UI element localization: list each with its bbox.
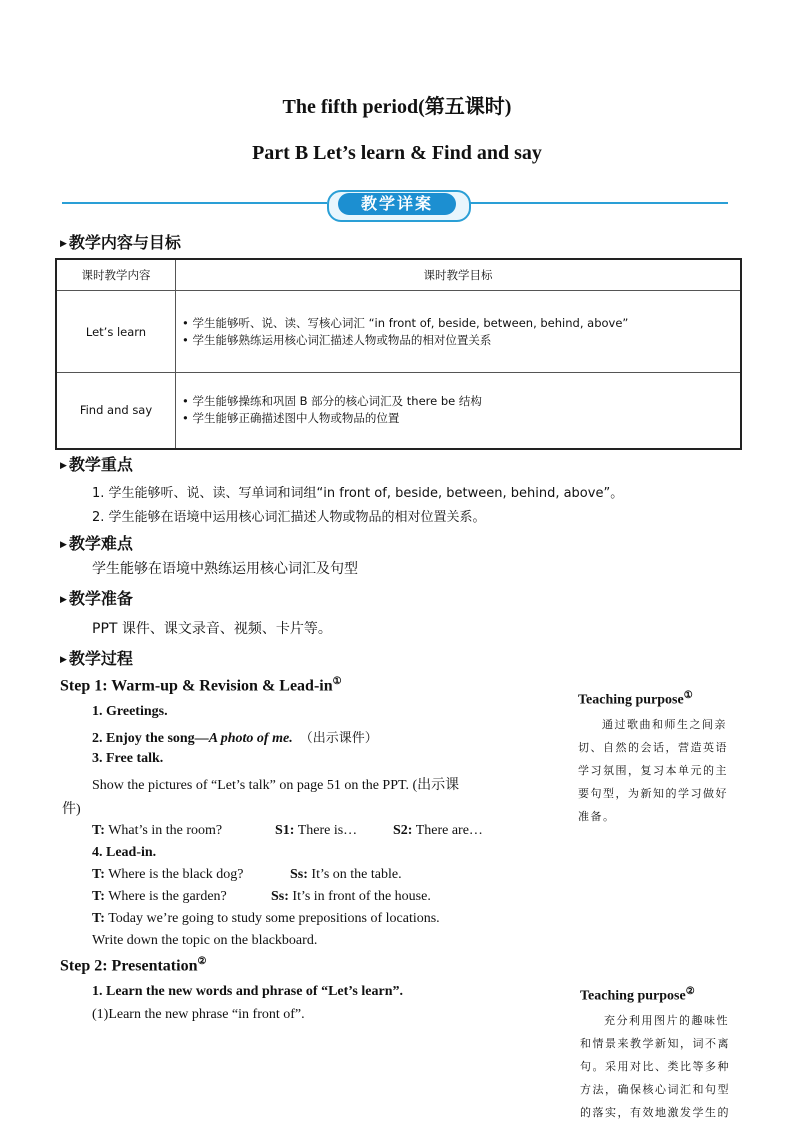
triangle-bullet-icon: ▶ (60, 540, 67, 550)
side-note-body: 充分利用图片的趣味性 和情景来教学新知，词不离 句。采用对比、类比等多种 方法，确保核心词汇和句型 的落实，有效地激发学生的 (580, 1013, 730, 1119)
page-title: The fifth period(第五课时) (282, 96, 512, 118)
banner-line-right (467, 202, 728, 204)
step1-show-line-cont: 件) (62, 802, 81, 817)
key-point-item: 1. 学生能够听、说、读、写单词和词组“in front of, beside, between, behind, above”。 (92, 486, 624, 501)
step1-write-topic: Write down the topic on the blackboard. (92, 933, 318, 948)
side-note-title: Teaching purpose① (578, 690, 693, 708)
triangle-bullet-icon: ▶ (60, 461, 67, 471)
step2-learn: 1. Learn the new words and phrase of “Let’s learn”. (92, 984, 403, 999)
table-cell-goals (176, 373, 742, 449)
side-note-title: Teaching purpose② (580, 986, 695, 1004)
dialog-line: T: Today we’re going to study some prepositions of locations. (92, 911, 440, 926)
step1-song: 2. Enjoy the song—A photo of me. （出示课件） (92, 731, 378, 746)
table-header-cell: 课时教学目标 (176, 259, 742, 291)
teaching-purpose-note-2 (580, 986, 755, 1124)
dialog-line: T: Where is the black dog? (92, 867, 244, 882)
table-cell-content: Find and say (56, 373, 176, 449)
step1-greetings: 1. Greetings. (92, 704, 168, 719)
triangle-bullet-icon: ▶ (60, 239, 67, 249)
step1-free-talk: 3. Free talk. (92, 751, 164, 766)
dialog-line: Ss: It’s on the table. (290, 867, 402, 882)
dialog-line: T: What’s in the room? (92, 823, 223, 838)
goal-item: • 学生能够正确描述图中人物或物品的位置 (182, 411, 400, 426)
table-header-row (56, 259, 741, 291)
objectives-table (55, 258, 742, 450)
triangle-bullet-icon: ▶ (60, 655, 67, 665)
table-cell-goals (176, 291, 742, 373)
goal-item: • 学生能够熟练运用核心词汇描述人物或物品的相对位置关系 (182, 332, 492, 347)
triangle-bullet-icon: ▶ (60, 595, 67, 605)
step2-heading: Step 2: Presentation② (60, 956, 207, 975)
section-heading-key-points: ▶ 教学重点 (60, 455, 133, 474)
banner-line-left (62, 202, 327, 204)
teaching-purpose-note-1 (578, 690, 753, 828)
section-heading-content-goals: ▶ 教学内容与目标 (60, 233, 181, 252)
step1-lead-in: 4. Lead-in. (92, 845, 157, 860)
table-row (56, 291, 741, 373)
table-cell-content: Let’s learn (56, 291, 176, 373)
step2-sub-item: (1)Learn the new phrase “in front of”. (92, 1007, 305, 1022)
section-heading-process: ▶ 教学过程 (60, 649, 133, 668)
difficulty-text: 学生能够在语境中熟练运用核心词汇及句型 (92, 561, 358, 577)
dialog-line: Ss: It’s in front of the house. (271, 889, 431, 904)
page-subtitle: Part B Let’s learn & Find and say (252, 142, 542, 164)
step1-heading: Step 1: Warm-up & Revision & Lead-in① (60, 676, 342, 695)
section-banner: 教学详案 (338, 193, 456, 215)
step1-show-line: Show the pictures of “Let’s talk” on page 51 on the PPT. (出示课 (92, 778, 460, 793)
table-row (56, 373, 741, 449)
dialog-line: T: Where is the garden? (92, 889, 227, 904)
dialog-line: S2: There are… (393, 823, 483, 838)
dialog-line: S1: There is… (275, 823, 358, 838)
key-point-item: 2. 学生能够在语境中运用核心词汇描述人物或物品的相对位置关系。 (92, 510, 486, 525)
table-header-cell: 课时教学内容 (56, 259, 176, 291)
goal-item: • 学生能够操练和巩固 B 部分的核心词汇及 there be 结构 (182, 394, 482, 409)
goal-item: • 学生能够听、说、读、写核心词汇 “in front of, beside, between, behind, above” (182, 315, 629, 330)
preparation-text: PPT 课件、课文录音、视频、卡片等。 (92, 621, 332, 637)
side-note-body: 通过歌曲和师生之间亲 切、自然的会话，营造英语 学习氛围，复习本单元的主 要句型，为新知的学习做好 准备。 (578, 717, 728, 823)
section-heading-preparation: ▶ 教学准备 (60, 589, 133, 608)
section-heading-difficulties: ▶ 教学难点 (60, 534, 133, 553)
